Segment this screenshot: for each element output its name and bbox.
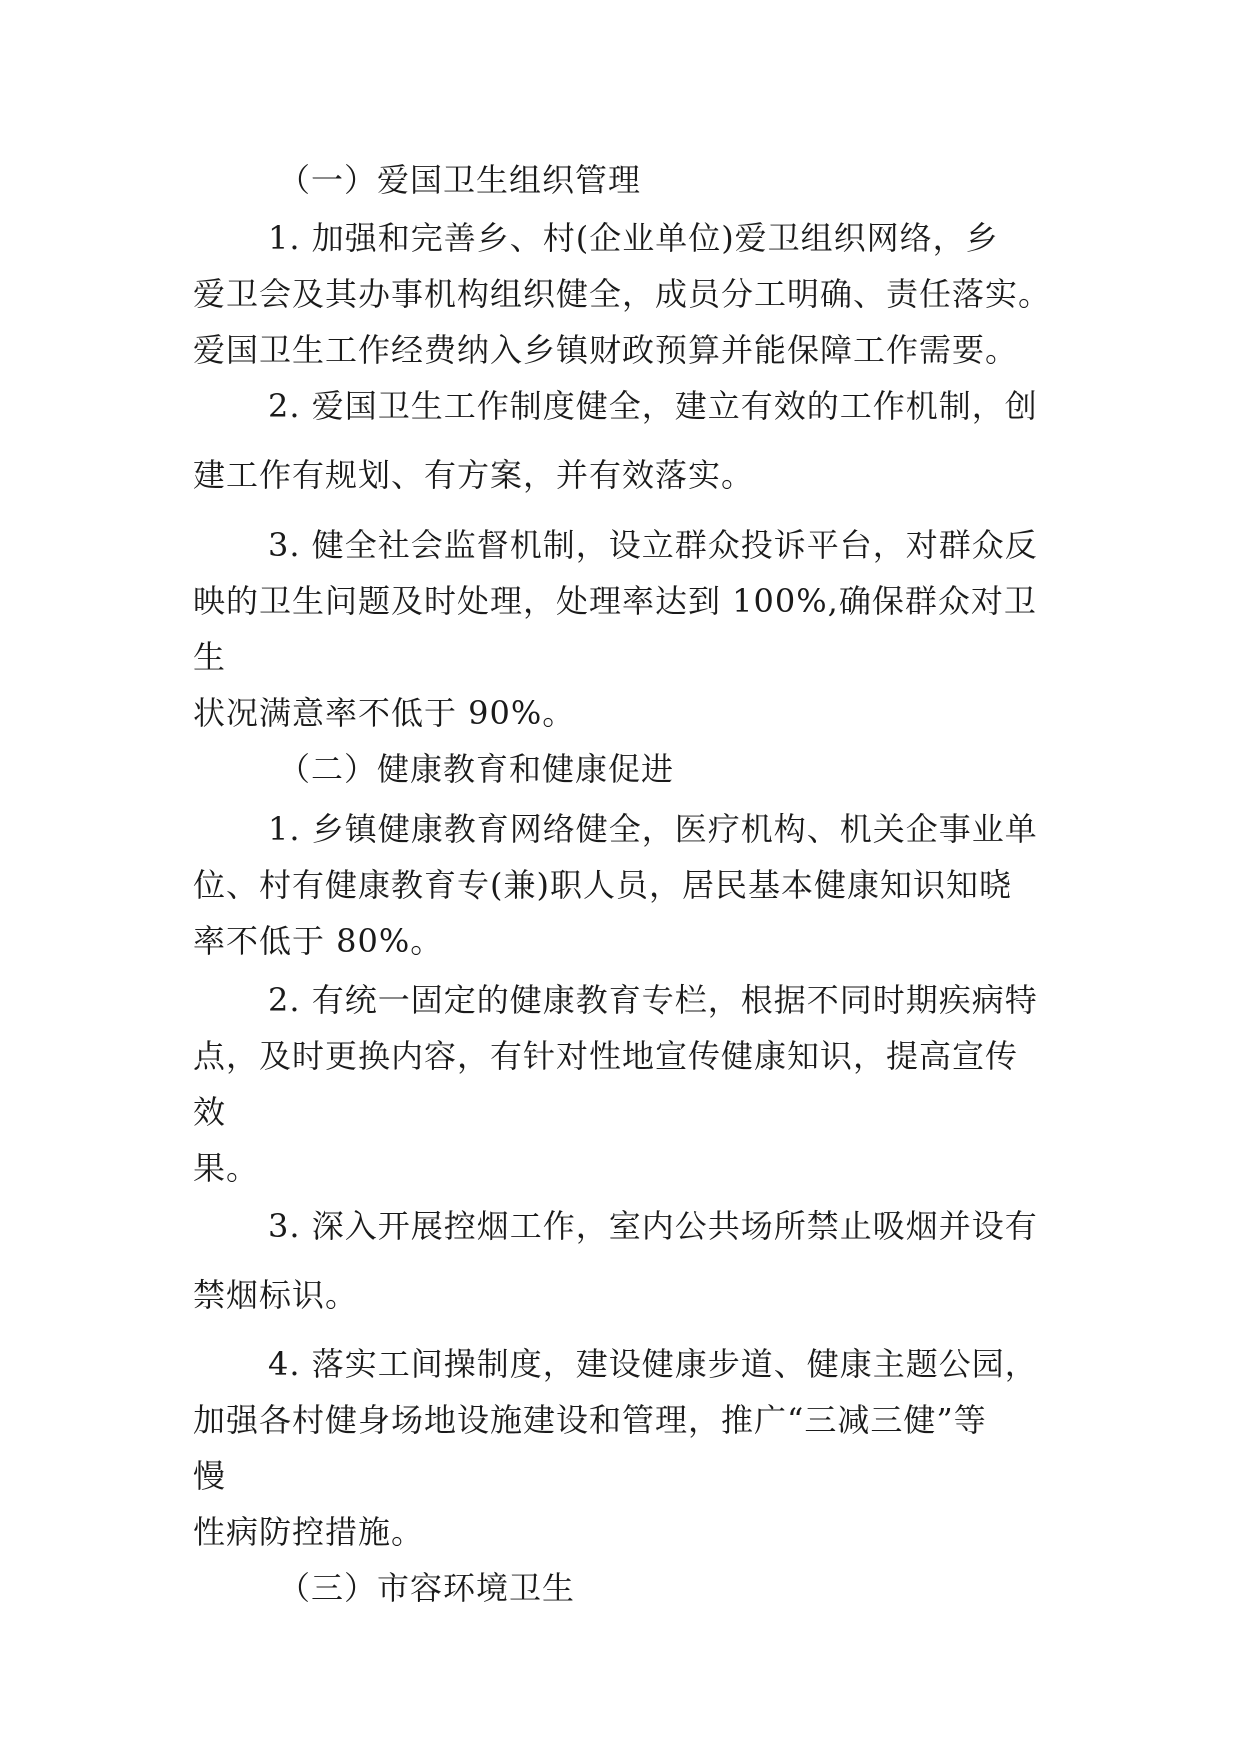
paragraph-line: 性病防控措施。 [193,1513,425,1551]
paragraph-line: 1. 乡镇健康教育网络健全，医疗机构、机关企事业单 [268,810,1038,848]
paragraph-line: 状况满意率不低于 90%。 [193,694,576,732]
paragraph-line: 1. 加强和完善乡、村(企业单位)爱卫组织网络，乡 [268,219,999,257]
paragraph-line: 爱国卫生工作经费纳入乡镇财政预算并能保障工作需要。 [193,331,1019,369]
paragraph-line: 生 [193,638,227,676]
paragraph-line: 果。 [193,1149,260,1187]
paragraph-line: 禁烟标识。 [193,1276,359,1314]
paragraph-line: 爱卫会及其办事机构组织健全，成员分工明确、责任落实。 [193,275,1052,313]
paragraph-line: 慢 [193,1457,227,1495]
paragraph-line: 2. 有统一固定的健康教育专栏，根据不同时期疾病特 [268,981,1038,1019]
paragraph-line: 映的卫生问题及时处理，处理率达到 100%,确保群众对卫 [193,582,1037,620]
paragraph-line: 位、村有健康教育专(兼)职人员，居民基本健康知识知晓 [193,866,1012,904]
paragraph-line: 效 [193,1093,227,1131]
section-heading-2: （二）健康教育和健康促进 [278,750,675,788]
paragraph-line: 点，及时更换内容，有针对性地宣传健康知识，提高宣传 [193,1037,1019,1075]
section-heading-3: （三）市容环境卫生 [278,1569,576,1607]
paragraph-line: 率不低于 80%。 [193,922,444,960]
paragraph-line: 3. 深入开展控烟工作，室内公共场所禁止吸烟并设有 [268,1207,1038,1245]
paragraph-line: 4. 落实工间操制度，建设健康步道、健康主题公园， [268,1345,1038,1383]
paragraph-line: 3. 健全社会监督机制，设立群众投诉平台，对群众反 [268,526,1038,564]
section-heading-1: （一）爱国卫生组织管理 [278,161,642,199]
paragraph-line: 加强各村健身场地设施建设和管理，推广“三减三健”等 [193,1401,987,1439]
paragraph-line: 2. 爱国卫生工作制度健全，建立有效的工作机制，创 [268,387,1038,425]
paragraph-line: 建工作有规划、有方案，并有效落实。 [193,456,755,494]
